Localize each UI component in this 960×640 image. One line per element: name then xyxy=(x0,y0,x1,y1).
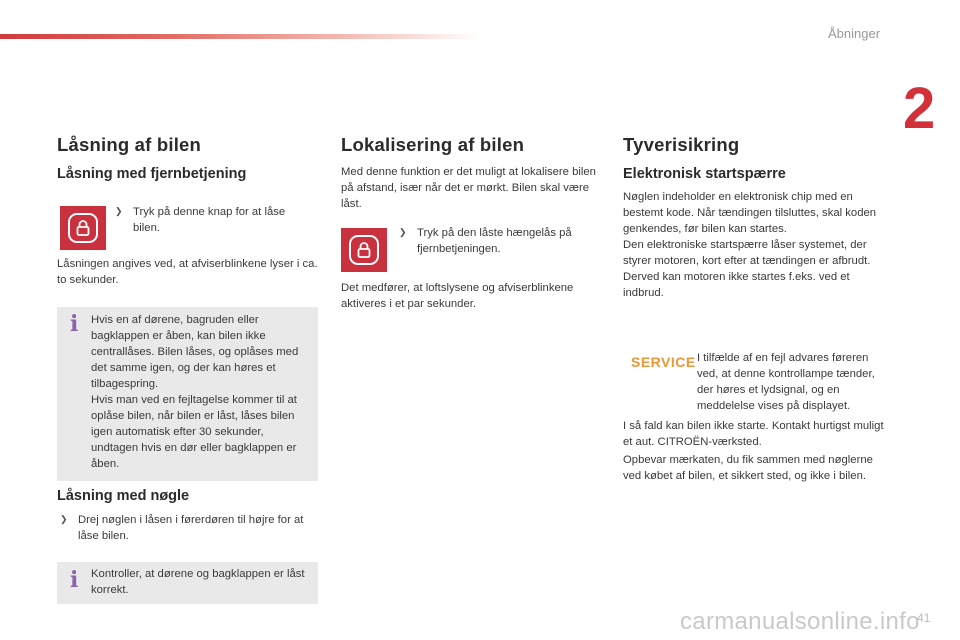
info-icon: i xyxy=(70,311,79,337)
lock-button-icon xyxy=(341,228,387,272)
bullet-arrow-icon: ❯ xyxy=(60,514,68,524)
para-locating-intro: Med denne funktion er det muligt at lokalisere bilen på afstand, især når det er mørkt. Bilen skal være låst. xyxy=(341,166,596,210)
section-title-locking: Låsning af bilen xyxy=(57,134,202,155)
bullet-arrow-icon: ❯ xyxy=(399,227,407,237)
page-number: 41 xyxy=(917,611,931,625)
para-lock-indication: Låsningen angives ved, at afviserblinkene lyser i ca. to sekunder. xyxy=(57,258,318,286)
section-label: Åbninger xyxy=(828,26,881,41)
heading-remote-locking: Låsning med fjernbetjening xyxy=(57,166,247,182)
heading-key-locking: Låsning med nøgle xyxy=(57,488,190,504)
para-contact-workshop: I så fald kan bilen ikke starte. Kontakt hurtigst muligt et aut. CITROËN-værksted. xyxy=(623,420,884,448)
section-title-locating: Lokalisering af bilen xyxy=(341,134,525,155)
header-accent-bar xyxy=(0,34,480,39)
watermark: carmanualsonline.info xyxy=(680,608,920,635)
para-locating-lights: Det medfører, at loftslysene og afviserblinkene aktiveres i et par sekunder. xyxy=(341,282,574,310)
bullet-arrow-icon: ❯ xyxy=(115,206,123,216)
bullet-remote-lock: ❯ Tryk på denne knap for at låse bilen. xyxy=(115,206,286,234)
para-service-warning: I tilfælde af en fejl advares føreren ved, at denne kontrollampe tænder, der høres et lydsignal, og en meddelelse vises på displayet. xyxy=(697,352,875,412)
lock-button-icon xyxy=(60,206,106,250)
para-keep-label: Opbevar mærkaten, du fik sammen med nøglerne ved købet af bilen, et sikkert sted, og ikke i bilen. xyxy=(623,454,873,482)
heading-immobiliser: Elektronisk startspærre xyxy=(623,166,786,182)
chapter-number: 2 xyxy=(903,76,936,141)
section-title-anti-theft: Tyverisikring xyxy=(623,134,740,155)
service-warning-icon: SERVICE xyxy=(631,354,696,370)
info-box-central-locking: i Hvis en af dørene, bagruden eller bagklappen er åben, kan bilen ikke centrallåses. Bilen låses, og oplåses med det samme igen, og der kan høres et tilbagespring. Hvis man ved en fejltagelse kommer til at oplåse bilen, når bilen er låst, låses bilen igen automatisk efter 30 sekunder, undtagen hvis en dør eller bagklappen er åben. xyxy=(57,307,318,481)
info-icon: i xyxy=(70,567,79,593)
bullet-key-lock: ❯ Drej nøglen i låsen i førerdøren til højre for at låse bilen. xyxy=(60,514,304,542)
info-box-check-locked: i Kontroller, at dørene og bagklappen er låst korrekt. xyxy=(57,562,318,604)
bullet-locate-press: ❯ Tryk på den låste hængelås på fjernbetjeningen. xyxy=(399,227,572,255)
para-immobiliser: Nøglen indeholder en elektronisk chip med en bestemt kode. Når tændingen tilsluttes, skal koden genkendes, før bilen kan startes. Den elektroniske startspærre låser systemet, der styrer motoren, kort efter at tændingen er afbrudt. Derved kan motoren ikke startes f.eks. ved et indbrud. xyxy=(623,191,877,299)
